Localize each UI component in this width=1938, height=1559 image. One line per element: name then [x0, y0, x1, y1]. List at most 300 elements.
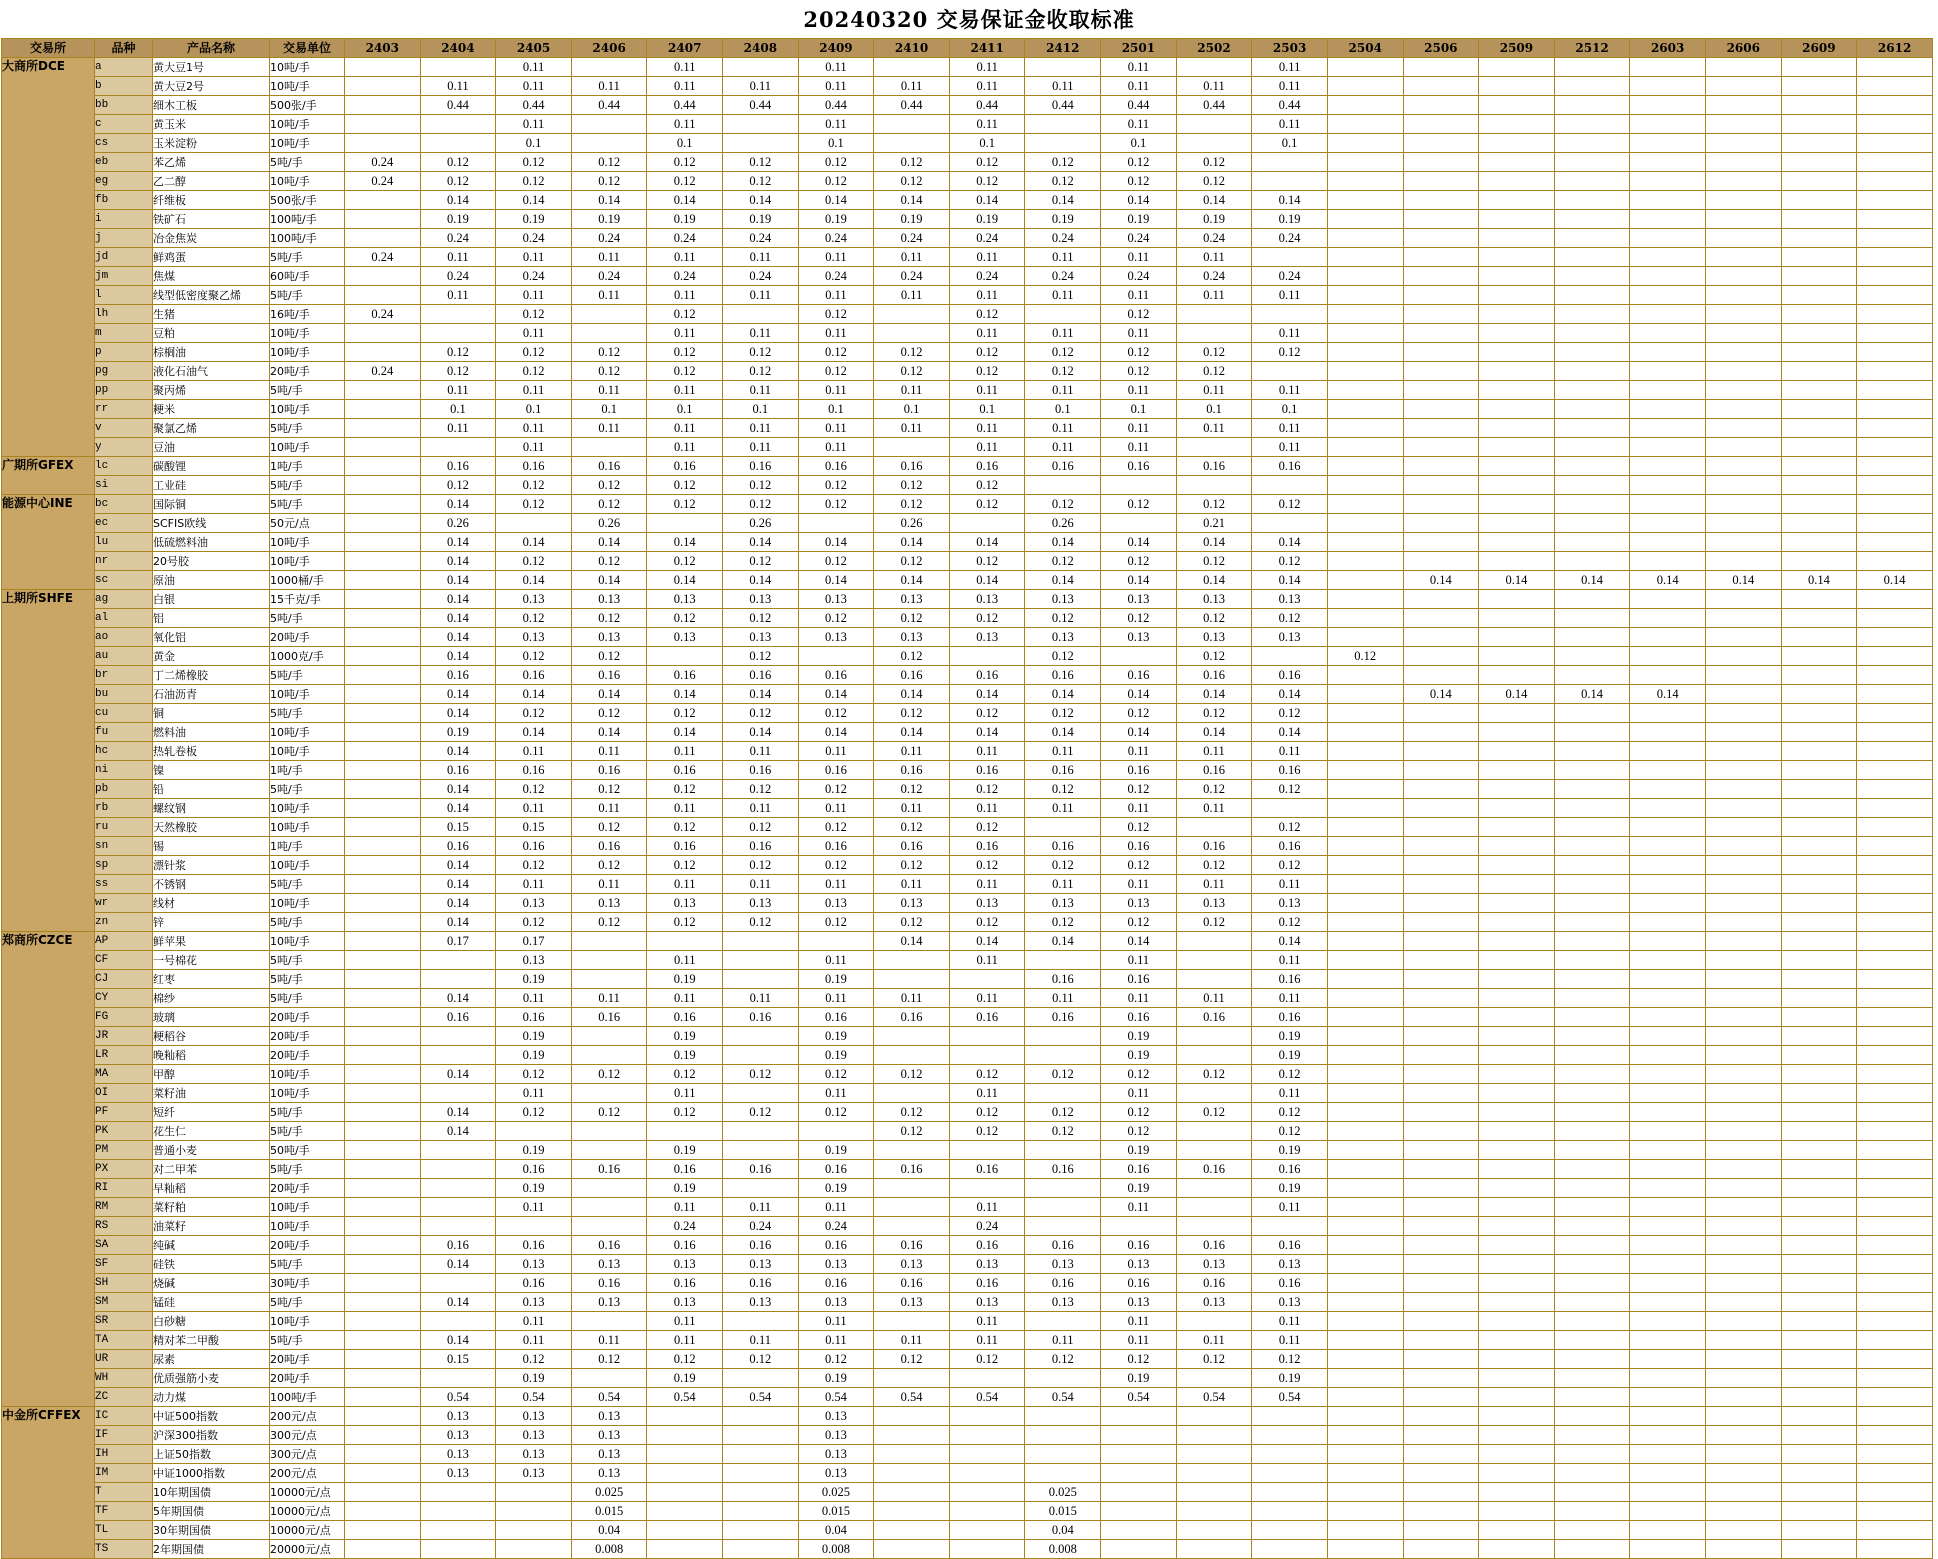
margin-value: 0.11 [1252, 1312, 1328, 1331]
margin-value [1857, 1103, 1933, 1122]
margin-value [1781, 1445, 1857, 1464]
margin-value: 0.16 [874, 761, 950, 780]
margin-value [1327, 362, 1403, 381]
margin-value: 0.11 [949, 324, 1025, 343]
margin-value: 0.04 [798, 1521, 874, 1540]
margin-value [1781, 970, 1857, 989]
margin-value: 0.12 [571, 1065, 647, 1084]
trading-unit: 16吨/手 [270, 305, 345, 324]
margin-value [1327, 210, 1403, 229]
margin-value [1025, 1312, 1101, 1331]
margin-value [1705, 552, 1781, 571]
trading-unit: 1吨/手 [270, 837, 345, 856]
margin-value: 0.12 [1025, 343, 1101, 362]
variety-code: SA [95, 1236, 153, 1255]
margin-value [1176, 1141, 1252, 1160]
margin-value: 0.11 [874, 248, 950, 267]
margin-value: 0.12 [1252, 780, 1328, 799]
variety-code: SH [95, 1274, 153, 1293]
margin-value [1705, 305, 1781, 324]
margin-value [1403, 343, 1479, 362]
margin-value: 0.13 [496, 1426, 572, 1445]
variety-code: TS [95, 1540, 153, 1559]
margin-value: 0.12 [723, 780, 799, 799]
margin-value [1403, 1198, 1479, 1217]
margin-value [1705, 1065, 1781, 1084]
trading-unit: 10吨/手 [270, 799, 345, 818]
margin-value [345, 1103, 421, 1122]
margin-value [1781, 400, 1857, 419]
variety-code: PM [95, 1141, 153, 1160]
margin-value: 0.16 [1176, 1274, 1252, 1293]
margin-value [1857, 438, 1933, 457]
margin-value [1025, 1179, 1101, 1198]
margin-value: 0.12 [1252, 1065, 1328, 1084]
margin-value [1479, 780, 1555, 799]
margin-value [1705, 780, 1781, 799]
margin-value: 0.11 [874, 1331, 950, 1350]
margin-value [345, 1293, 421, 1312]
margin-value [571, 58, 647, 77]
variety-code: pg [95, 362, 153, 381]
margin-value [1403, 1369, 1479, 1388]
margin-value [1327, 666, 1403, 685]
margin-value: 0.11 [1252, 438, 1328, 457]
margin-value: 0.16 [1252, 837, 1328, 856]
variety-code: ag [95, 590, 153, 609]
margin-value: 0.24 [1252, 229, 1328, 248]
margin-value [1781, 1103, 1857, 1122]
margin-value [1176, 115, 1252, 134]
margin-value [420, 1027, 496, 1046]
margin-value [345, 951, 421, 970]
margin-value [1781, 742, 1857, 761]
margin-value [1403, 1388, 1479, 1407]
margin-value: 0.12 [420, 362, 496, 381]
margin-value [1630, 1103, 1706, 1122]
product-name: 乙二醇 [153, 172, 270, 191]
margin-value [1479, 590, 1555, 609]
column-header: 2603 [1630, 39, 1706, 58]
trading-unit: 5吨/手 [270, 1255, 345, 1274]
product-name: 烧碱 [153, 1274, 270, 1293]
margin-value: 0.12 [874, 704, 950, 723]
margin-value: 0.13 [723, 628, 799, 647]
margin-value: 0.19 [798, 210, 874, 229]
margin-value: 0.12 [496, 552, 572, 571]
margin-value: 0.12 [647, 609, 723, 628]
product-name: 普通小麦 [153, 1141, 270, 1160]
margin-value: 0.11 [1101, 1312, 1177, 1331]
margin-value: 0.19 [798, 1046, 874, 1065]
margin-value: 0.12 [1176, 343, 1252, 362]
margin-value [1479, 666, 1555, 685]
variety-code: eb [95, 153, 153, 172]
margin-value [1705, 172, 1781, 191]
margin-value [1176, 1198, 1252, 1217]
margin-value [1403, 438, 1479, 457]
margin-value [496, 514, 572, 533]
margin-value: 0.11 [647, 799, 723, 818]
margin-value [345, 1464, 421, 1483]
margin-value: 0.12 [1176, 1103, 1252, 1122]
margin-value: 0.11 [723, 1198, 799, 1217]
trading-unit: 5吨/手 [270, 780, 345, 799]
margin-value: 0.11 [723, 438, 799, 457]
margin-value [345, 324, 421, 343]
margin-value: 0.13 [1176, 1255, 1252, 1274]
variety-code: au [95, 647, 153, 666]
margin-value [420, 1483, 496, 1502]
margin-value: 0.19 [1252, 1141, 1328, 1160]
margin-value [1705, 1217, 1781, 1236]
margin-value [1630, 761, 1706, 780]
margin-value [1781, 723, 1857, 742]
margin-value [1554, 609, 1630, 628]
margin-value [1705, 248, 1781, 267]
margin-value: 0.13 [571, 1445, 647, 1464]
margin-value: 0.16 [1252, 1160, 1328, 1179]
exchange-label: 上期所SHFE [2, 590, 95, 932]
margin-value [1327, 571, 1403, 590]
margin-value [1781, 1369, 1857, 1388]
margin-value [1403, 1084, 1479, 1103]
margin-value [1252, 1407, 1328, 1426]
trading-unit: 300元/点 [270, 1445, 345, 1464]
margin-value: 0.12 [571, 153, 647, 172]
column-header: 2609 [1781, 39, 1857, 58]
margin-value [345, 1388, 421, 1407]
margin-value: 0.14 [1479, 571, 1555, 590]
variety-code: MA [95, 1065, 153, 1084]
margin-value [1554, 1179, 1630, 1198]
margin-value [420, 134, 496, 153]
variety-code: si [95, 476, 153, 495]
margin-value [1857, 210, 1933, 229]
margin-value: 0.11 [571, 742, 647, 761]
margin-value: 0.12 [874, 362, 950, 381]
margin-value [1403, 628, 1479, 647]
margin-value [1630, 134, 1706, 153]
product-name: 铁矿石 [153, 210, 270, 229]
product-name: 棉纱 [153, 989, 270, 1008]
margin-value: 0.12 [949, 913, 1025, 932]
margin-value [1781, 856, 1857, 875]
margin-value: 0.14 [1025, 723, 1101, 742]
margin-value [1479, 533, 1555, 552]
margin-value: 0.12 [798, 856, 874, 875]
margin-value [1781, 685, 1857, 704]
margin-value [874, 1426, 950, 1445]
margin-value [1705, 628, 1781, 647]
margin-value [1705, 1540, 1781, 1559]
margin-value [1857, 324, 1933, 343]
margin-value: 0.15 [420, 1350, 496, 1369]
margin-value [1479, 514, 1555, 533]
margin-value: 0.16 [1252, 1274, 1328, 1293]
margin-value [1479, 647, 1555, 666]
margin-value [1705, 96, 1781, 115]
margin-value: 0.008 [1025, 1540, 1101, 1559]
margin-value: 0.12 [723, 343, 799, 362]
margin-value: 0.11 [949, 1198, 1025, 1217]
table-row [2, 1198, 1933, 1217]
variety-code: lu [95, 533, 153, 552]
header-row [2, 39, 1933, 58]
margin-value: 0.14 [798, 571, 874, 590]
margin-value [1705, 1008, 1781, 1027]
margin-value [1554, 533, 1630, 552]
margin-value [1327, 989, 1403, 1008]
table-row [2, 1464, 1933, 1483]
margin-value [1479, 172, 1555, 191]
table-row [2, 761, 1933, 780]
margin-value: 0.12 [723, 552, 799, 571]
margin-value [1554, 419, 1630, 438]
margin-value: 0.16 [496, 457, 572, 476]
margin-value [1857, 894, 1933, 913]
margin-value [1479, 1274, 1555, 1293]
margin-value: 0.24 [647, 1217, 723, 1236]
product-name: 生猪 [153, 305, 270, 324]
margin-value: 0.16 [1176, 837, 1252, 856]
margin-value [345, 1540, 421, 1559]
product-name: 不锈钢 [153, 875, 270, 894]
margin-value [1630, 476, 1706, 495]
table-row [2, 1122, 1933, 1141]
margin-value [949, 1046, 1025, 1065]
margin-value: 0.12 [723, 704, 799, 723]
margin-value [1630, 951, 1706, 970]
margin-value: 0.11 [949, 286, 1025, 305]
column-header: 2409 [798, 39, 874, 58]
margin-value: 0.11 [496, 1312, 572, 1331]
margin-value: 0.16 [420, 457, 496, 476]
product-name: 油菜籽 [153, 1217, 270, 1236]
margin-value: 0.14 [949, 685, 1025, 704]
product-name: 螺纹钢 [153, 799, 270, 818]
margin-value: 0.26 [420, 514, 496, 533]
margin-value [1554, 172, 1630, 191]
margin-value [1857, 1122, 1933, 1141]
margin-value: 0.16 [1252, 761, 1328, 780]
margin-value [1101, 476, 1177, 495]
margin-value [1479, 1122, 1555, 1141]
margin-value [874, 1179, 950, 1198]
margin-value [345, 343, 421, 362]
margin-value: 0.14 [420, 742, 496, 761]
margin-value [1781, 1027, 1857, 1046]
margin-value [1857, 476, 1933, 495]
margin-value [1781, 837, 1857, 856]
trading-unit: 10吨/手 [270, 1084, 345, 1103]
margin-value: 0.19 [1101, 1179, 1177, 1198]
margin-value: 0.13 [1101, 590, 1177, 609]
margin-value [1479, 1350, 1555, 1369]
margin-value [723, 1369, 799, 1388]
margin-value: 0.04 [571, 1521, 647, 1540]
margin-value [1327, 1008, 1403, 1027]
product-name: 棕榈油 [153, 343, 270, 362]
margin-value: 0.12 [949, 495, 1025, 514]
variety-code: jd [95, 248, 153, 267]
variety-code: AP [95, 932, 153, 951]
margin-value: 0.12 [420, 172, 496, 191]
margin-value: 0.13 [496, 951, 572, 970]
margin-value [1554, 58, 1630, 77]
variety-code: pp [95, 381, 153, 400]
margin-value: 0.14 [1176, 685, 1252, 704]
margin-value [1630, 913, 1706, 932]
margin-value [1479, 495, 1555, 514]
table-row [2, 837, 1933, 856]
margin-value: 0.1 [647, 400, 723, 419]
margin-value [1327, 1122, 1403, 1141]
margin-value: 0.12 [1252, 1350, 1328, 1369]
margin-value [723, 1483, 799, 1502]
margin-value [345, 1369, 421, 1388]
margin-value [1705, 913, 1781, 932]
margin-value: 0.12 [496, 1065, 572, 1084]
margin-value [1705, 590, 1781, 609]
margin-value [1705, 742, 1781, 761]
margin-value [420, 438, 496, 457]
table-row [2, 1217, 1933, 1236]
margin-value: 0.12 [1176, 1065, 1252, 1084]
margin-value: 0.11 [647, 1084, 723, 1103]
margin-value [1857, 1160, 1933, 1179]
margin-value: 0.12 [647, 495, 723, 514]
column-header: 2408 [723, 39, 799, 58]
margin-value: 0.12 [496, 647, 572, 666]
margin-value: 0.11 [798, 742, 874, 761]
margin-value [571, 1198, 647, 1217]
margin-value [1705, 1502, 1781, 1521]
margin-value [1025, 1369, 1101, 1388]
margin-value: 0.1 [1101, 134, 1177, 153]
margin-value [949, 1426, 1025, 1445]
variety-code: cs [95, 134, 153, 153]
variety-code: SF [95, 1255, 153, 1274]
margin-value [1705, 761, 1781, 780]
margin-value [1781, 799, 1857, 818]
margin-value [1403, 476, 1479, 495]
margin-value: 0.12 [874, 609, 950, 628]
margin-value [1857, 229, 1933, 248]
trading-unit: 5吨/手 [270, 286, 345, 305]
margin-value [1705, 115, 1781, 134]
margin-value: 0.14 [420, 1255, 496, 1274]
margin-value: 0.11 [723, 419, 799, 438]
margin-value [1327, 932, 1403, 951]
margin-value [1857, 1464, 1933, 1483]
margin-value: 0.1 [874, 400, 950, 419]
trading-unit: 300元/点 [270, 1426, 345, 1445]
margin-value: 0.14 [874, 685, 950, 704]
margin-value [1705, 229, 1781, 248]
margin-value: 0.14 [949, 533, 1025, 552]
margin-value [874, 1369, 950, 1388]
margin-value: 0.24 [496, 229, 572, 248]
variety-code: fb [95, 191, 153, 210]
table-row [2, 1008, 1933, 1027]
margin-value: 0.11 [1101, 58, 1177, 77]
product-name: 粳稻谷 [153, 1027, 270, 1046]
margin-value [345, 685, 421, 704]
margin-value [1705, 989, 1781, 1008]
margin-value: 0.16 [723, 1160, 799, 1179]
margin-value: 0.11 [1176, 419, 1252, 438]
margin-value [1554, 647, 1630, 666]
margin-value [1176, 1426, 1252, 1445]
margin-value: 0.19 [647, 1141, 723, 1160]
margin-value [1554, 476, 1630, 495]
margin-value [571, 134, 647, 153]
variety-code: i [95, 210, 153, 229]
margin-value: 0.11 [496, 438, 572, 457]
margin-value [1479, 134, 1555, 153]
margin-value [1705, 894, 1781, 913]
margin-value [1554, 1084, 1630, 1103]
trading-unit: 5吨/手 [270, 153, 345, 172]
margin-value: 0.14 [647, 571, 723, 590]
margin-value: 0.19 [420, 210, 496, 229]
trading-unit: 1吨/手 [270, 761, 345, 780]
margin-value [949, 514, 1025, 533]
margin-value [1554, 875, 1630, 894]
margin-value [1781, 495, 1857, 514]
margin-value [1705, 400, 1781, 419]
margin-value: 0.16 [798, 837, 874, 856]
margin-value [1554, 1369, 1630, 1388]
margin-value: 0.11 [949, 1331, 1025, 1350]
margin-value: 0.16 [571, 1160, 647, 1179]
margin-value: 0.11 [949, 875, 1025, 894]
margin-value: 0.24 [345, 172, 421, 191]
margin-value [1630, 1160, 1706, 1179]
margin-value: 0.24 [1176, 267, 1252, 286]
margin-value [1327, 1274, 1403, 1293]
margin-value: 0.16 [798, 1236, 874, 1255]
column-header: 品种 [95, 39, 153, 58]
margin-value [1025, 1141, 1101, 1160]
margin-value: 0.11 [496, 248, 572, 267]
product-name: 白银 [153, 590, 270, 609]
product-name: 优质强筋小麦 [153, 1369, 270, 1388]
margin-value: 0.12 [647, 305, 723, 324]
variety-code: ss [95, 875, 153, 894]
margin-value: 0.14 [496, 533, 572, 552]
margin-value [1479, 761, 1555, 780]
margin-value [420, 1084, 496, 1103]
column-header: 2410 [874, 39, 950, 58]
margin-value [1403, 951, 1479, 970]
margin-value [1327, 1179, 1403, 1198]
margin-value [1630, 1293, 1706, 1312]
margin-value [345, 1502, 421, 1521]
margin-value [1403, 1502, 1479, 1521]
trading-unit: 10吨/手 [270, 742, 345, 761]
margin-value [345, 134, 421, 153]
margin-value: 0.14 [949, 191, 1025, 210]
margin-value [1327, 1236, 1403, 1255]
margin-value: 0.11 [949, 381, 1025, 400]
margin-value: 0.24 [798, 1217, 874, 1236]
margin-value [571, 1179, 647, 1198]
margin-value: 0.44 [1025, 96, 1101, 115]
margin-value: 0.11 [647, 1198, 723, 1217]
margin-value [1479, 1236, 1555, 1255]
